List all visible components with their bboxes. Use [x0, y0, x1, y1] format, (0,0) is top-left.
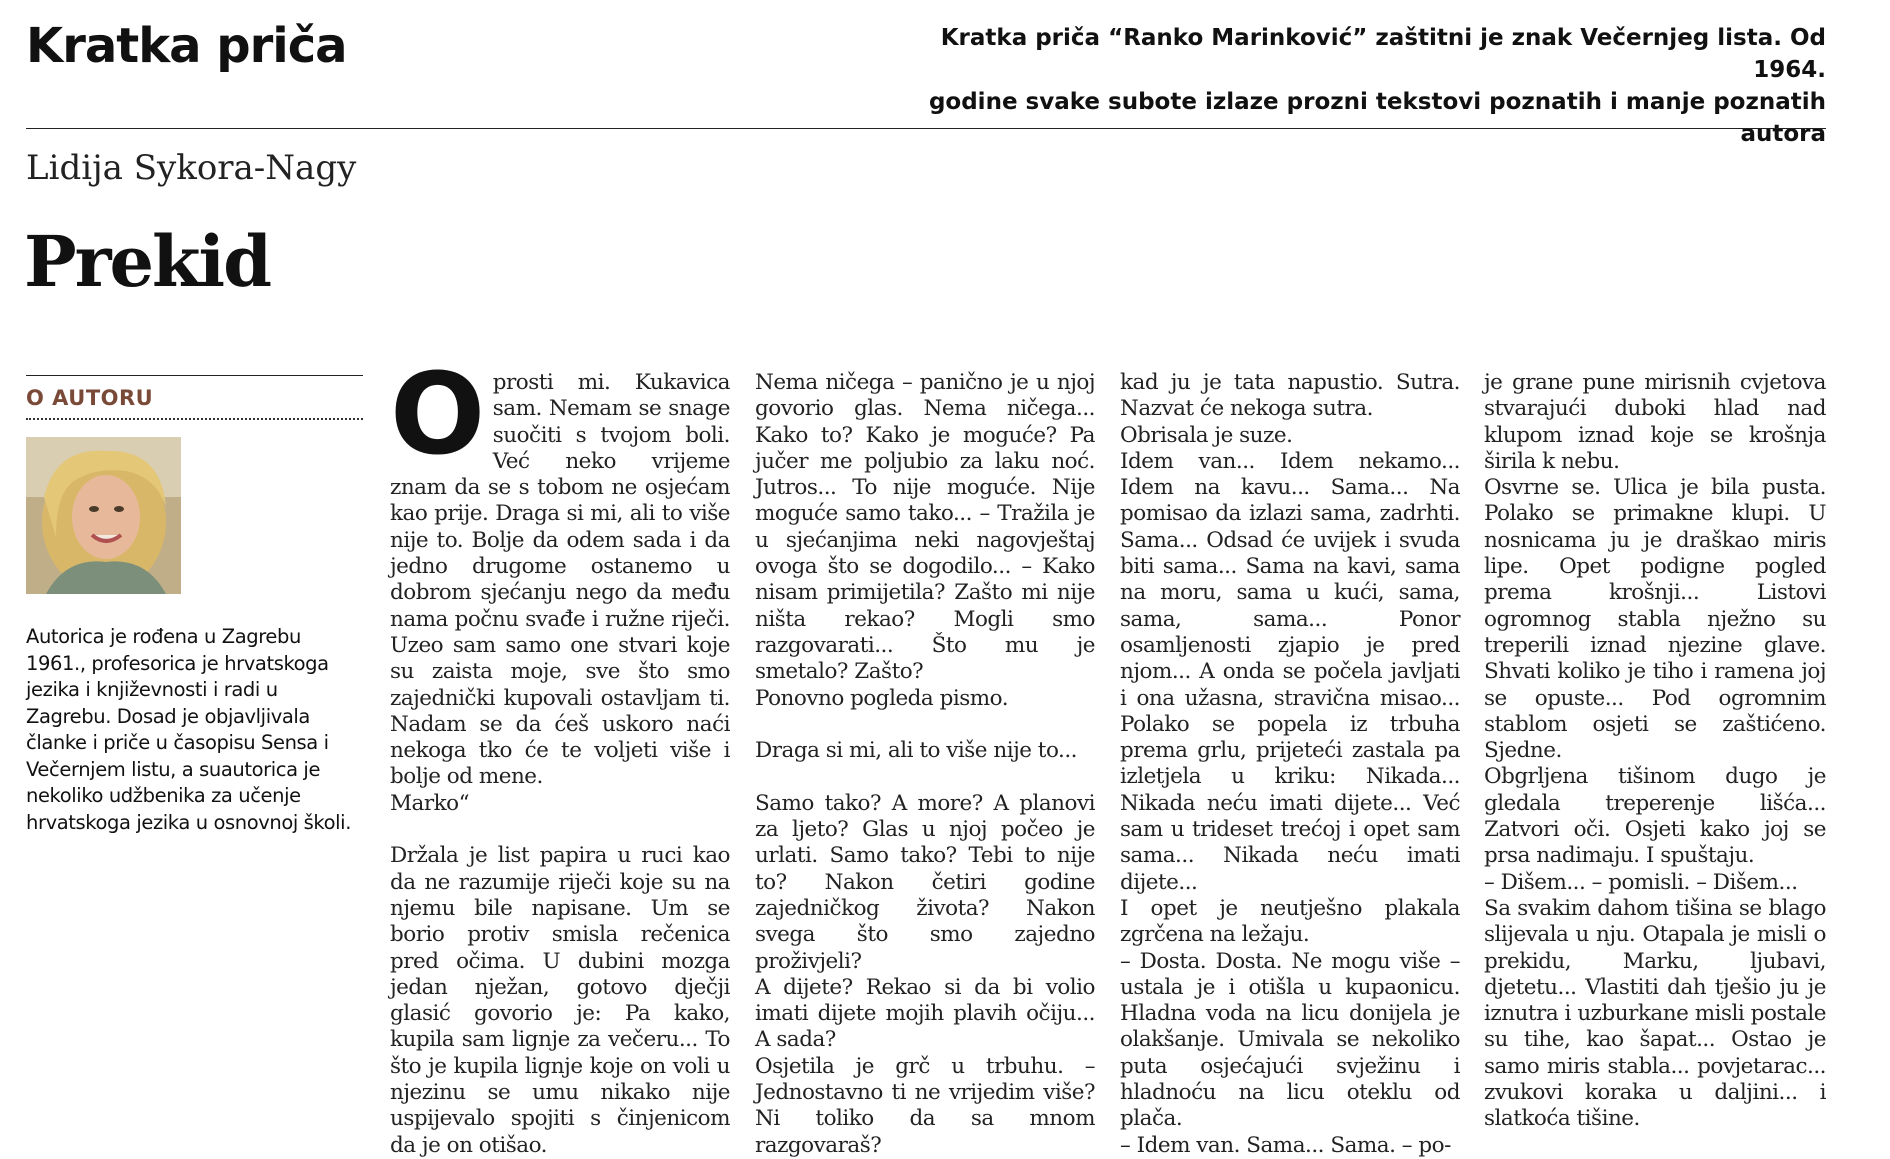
paragraph: Obgrljena tišinom dugo je gledala treperenje lišća... Zatvori oči. Osjeti kako joj se prsa nadimaju. I spuštaju. [1484, 764, 1826, 869]
author-bio: Autorica je rođena u Zagrebu 1961., profesorica je hrvatskoga jezika i književnosti i radi u Zagrebu. Dosad je objavljivala članke i priče u časopisu Sensa i Večernjem listu, a suautorica je nekoliko udžbenika za učenje hrvatskoga jezika u osnovnoj školi. [26, 625, 351, 834]
story-title: Prekid [24, 220, 271, 303]
paragraph: Samo tako? A more? A planovi za ljeto? Glas u njoj počeo je urlati. Samo tako? Tebi to nije to? Nakon četiri godine zajedničkog života? Nakon svega što smo zajedno proživjeli? [755, 790, 1095, 974]
paragraph: prosti mi. Kukavica sam. Nemam se snage suočiti s tvojom boli. Već neko vrijeme znam da se s tobom ne osjećam kao prije. Draga si mi, ali to više nije to. Bolje da odem sada i da jedno drugome ostanemo u dobrom sjećanju nego da među nama počnu svađe i ružne riječi. Uzeo sam samo one stvari koje su zaista moje, sve što smo zajednički kupovali ostavljam ti. Nadam se da ćeš uskoro naći nekoga tko će te voljeti više i bolje od mene. [390, 370, 730, 790]
paragraph: A dijete? Rekao si da bi volio imati dijete mojih plavih očiju... A sada? [755, 974, 1095, 1053]
paragraph: Sa svakim dahom tišina se blago slijevala u nju. Otapala je misli o prekidu, Marku, ljubavi, djetetu... Vlastiti dah tješio ju je iznutra i uzburkane misli postale su tihe, kao šapat... Ostao je samo miris stabla... povjetarac... zvukovi koraka u daljini... i slatkoća tišine. [1484, 895, 1826, 1132]
paragraph: – Dišem... – pomisli. – Dišem... [1484, 869, 1798, 895]
sidebar-dotted-divider [26, 418, 363, 420]
paragraph: je grane pune mirisnih cvjetova stvarajući duboki hlad nad klupom iznad koje se krošnja širila k nebu. [1484, 370, 1826, 474]
paragraph: – Dosta. Dosta. Ne mogu više – ustala je i otišla u kupaonicu. Hladna voda na licu donijela je olakšanje. Umivala se nekoliko puta osjećajući svježinu i hladnoću na licu oteklu od plača. [1120, 948, 1460, 1132]
story-column-2 [755, 370, 1095, 1158]
sidebar-rule [26, 375, 363, 376]
section-note [926, 22, 1826, 150]
paragraph: Osvrne se. Ulica je bila pusta. Polako se primakne klupi. U nosnicama ju je draškao miris lipe. Opet podigne pogled prema krošnji... Listovi ogromnog stabla nježno su treperili iznad njezine glave. Shvati koliko je tiho i ramena joj se opuste... Pod ogromnim stablom osjeti se zaštićeno. Sjedne. [1484, 475, 1826, 764]
paragraph: Obrisala je suze. [1120, 422, 1293, 448]
section-note-line-1: Kratka priča “Ranko Marinković” zaštitni je znak Večernjeg lista. Od 1964. [940, 25, 1826, 83]
story-column-4 [1484, 370, 1826, 1132]
header-rule [26, 128, 1826, 129]
story-column-1 [390, 350, 730, 1158]
author-sidebar [26, 375, 363, 836]
paragraph: – Idem van. Sama... Sama. – po- [1120, 1132, 1451, 1158]
paragraph: I opet je neutješno plakala zgrčena na ležaju. [1120, 895, 1460, 948]
story-column-3 [1120, 370, 1460, 1158]
paragraph: Osjetila je grč u trbuhu. – Jednostavno ti ne vrijedim više? Ni toliko da sa mnom razgovaraš? [755, 1053, 1095, 1158]
paragraph: kad ju je tata napustio. Sutra. Nazvat će nekoga sutra. [1120, 370, 1460, 422]
paragraph: Držala je list papira u ruci kao da ne razumije riječi koje su na njemu bile napisane. Um se borio protiv smisla rečenica pred očima. U dubini mozga jedan nježan, gotovo dječji glasić govorio je: Pa kako, kupila sam lignje za večeru... To što je kupila lignje koje on voli u njezinu se umu nikako nije uspijevalo spojiti s činjenicom da je on otišao. [390, 843, 730, 1158]
author-portrait-icon [26, 437, 181, 594]
paragraph: Nema ničega – panično je u njoj govorio glas. Nema ničega... Kako to? Kako je moguće? Pa jučer me poljubio za laku noć. Jutros... To nije moguće. Nije moguće samo tako... – Tražila je u sjećanjima neki nagovještaj ovoga što se dogodilo... – Kako nisam primijetila? Zašto mi nije ništa rekao? Mogli smo razgovarati... Što mu je smetalo? Zašto? [755, 370, 1095, 685]
section-title: Kratka priča [26, 18, 347, 74]
drop-cap: O [390, 350, 485, 480]
paragraph: Idem van... Idem nekamo... Idem na kavu... Sama... Na pomisao da izlazi sama, zadrhti. Sama... Odsad će uvijek i svuda biti sama... Sama na kavi, sama na moru, sama u kući, sama, sama, sama... Ponor osamljenosti zjapio je pred njom... A onda se počela javljati i ona užasna, stravična misao... Polako se popela iz trbuha prema grlu, prijeteći zastala pa izletjela u kriku: Nikada... Nikada neću imati dijete... Već sam u trideset trećoj i opet sam sama... Nikada neću imati dijete... [1120, 448, 1460, 895]
section-note-line-2: godine svake subote izlaze prozni tekstovi poznatih i manje poznatih autora [928, 89, 1826, 147]
paragraph: Ponovno pogleda pismo. [755, 685, 1009, 711]
paragraph: Draga si mi, ali to više nije to... [755, 738, 1078, 764]
story-author: Lidija Sykora-Nagy [26, 148, 357, 188]
sidebar-heading: O AUTORU [26, 386, 154, 410]
paragraph: Marko“ [390, 790, 470, 816]
